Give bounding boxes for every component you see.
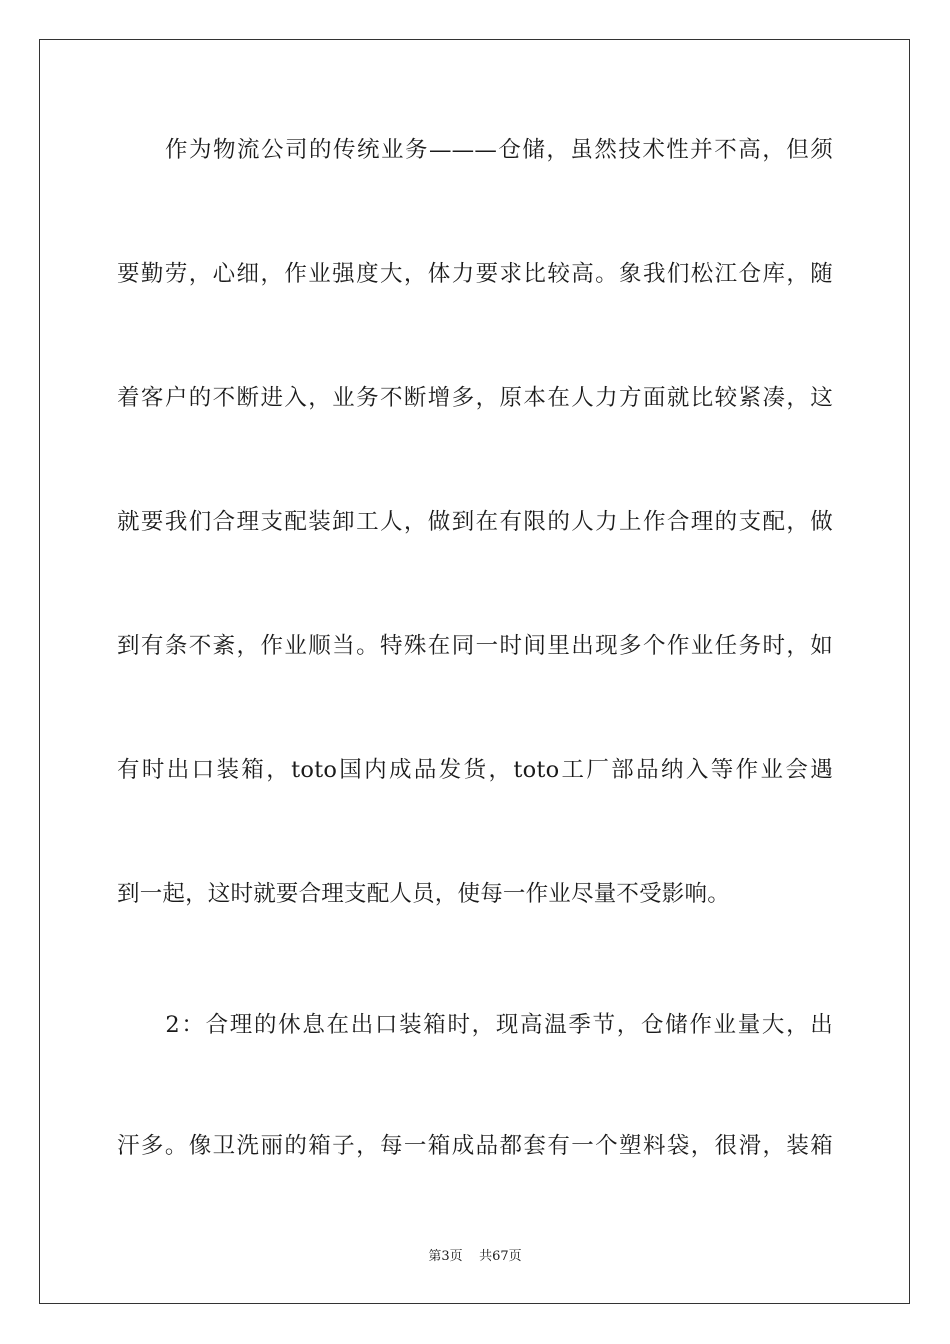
text-line-5: 到有条不紊，作业顺当。特殊在同一时间里出现多个作业任务时，如 bbox=[117, 633, 833, 659]
text-line-2: 要勤劳，心细，作业强度大，体力要求比较高。象我们松江仓库，随 bbox=[117, 261, 833, 287]
text-line-3: 着客户的不断进入，业务不断增多，原本在人力方面就比较紧凑，这 bbox=[117, 385, 833, 411]
page-total: 共67页 bbox=[479, 1249, 522, 1264]
text-line-7: 到一起，这时就要合理支配人员，使每一作业尽量不受影响。 bbox=[117, 881, 730, 907]
text-line-4: 就要我们合理支配装卸工人，做到在有限的人力上作合理的支配，做 bbox=[117, 509, 833, 535]
text-line-9: 汗多。像卫洗丽的箱子，每一箱成品都套有一个塑料袋，很滑，装箱 bbox=[117, 1133, 833, 1159]
page-border bbox=[39, 39, 910, 1304]
text-line-1: 作为物流公司的传统业务———仓储，虽然技术性并不高，但须 bbox=[117, 137, 833, 163]
page-footer bbox=[0, 1248, 950, 1266]
text-line-6: 有时出口装箱，toto国内成品发货，toto工厂部品纳入等作业会遇 bbox=[117, 757, 833, 783]
page-number: 第3页 bbox=[428, 1249, 463, 1264]
text-line-8: 2：合理的休息在出口装箱时，现高温季节，仓储作业量大，出 bbox=[117, 1012, 833, 1038]
